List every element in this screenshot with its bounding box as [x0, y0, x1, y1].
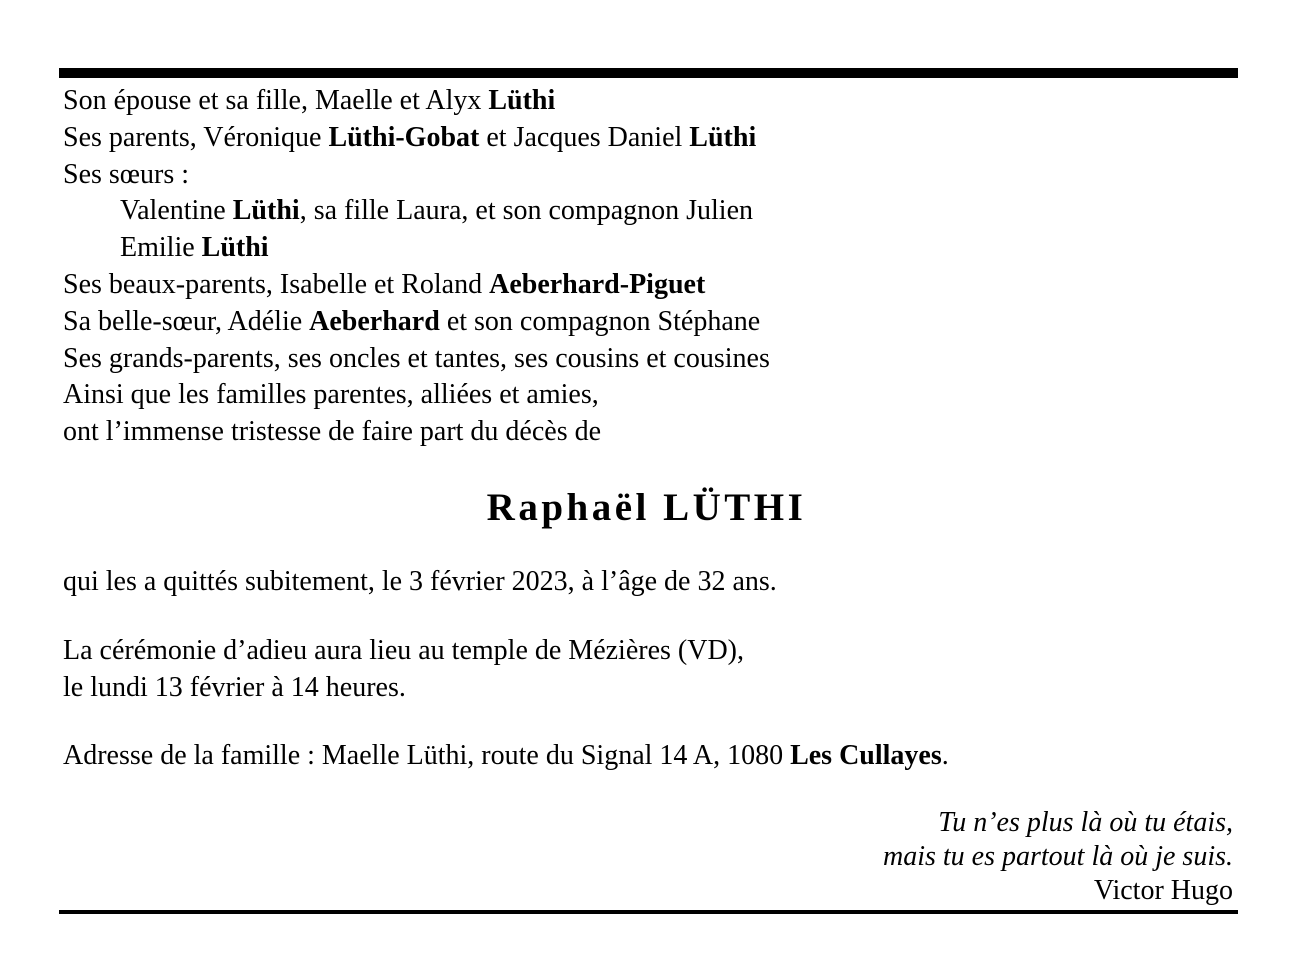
ceremony-line-2: le lundi 13 février à 14 heures.: [63, 671, 406, 703]
ceremony-details: [63, 633, 744, 707]
quotation: [883, 806, 1233, 908]
family-line-parents: Ses parents, Véronique Lüthi-Gobat et Jacques Daniel Lüthi: [63, 121, 757, 153]
bottom-rule: [59, 910, 1238, 914]
family-list: [63, 83, 1233, 451]
family-line-sister-valentine: Valentine Lüthi, sa fille Laura, et son compagnon Julien: [120, 195, 754, 227]
family-line-families: Ainsi que les familles parentes, alliées et amies,: [63, 379, 599, 411]
ceremony-line-1: La cérémonie d’adieu aura lieu au temple de Mézières (VD),: [63, 635, 744, 666]
deceased-name: Raphaël LÜTHI: [486, 486, 807, 529]
family-address: Adresse de la famille : Maelle Lüthi, route du Signal 14 A, 1080 Les Cullayes.: [63, 740, 949, 771]
family-line-announcement: ont l’immense tristesse de faire part du décès de: [63, 416, 602, 448]
top-rule: [59, 68, 1238, 78]
quote-line-1: Tu n’es plus là où tu étais,: [938, 807, 1233, 838]
family-line-sisters-heading: Ses sœurs :: [63, 158, 190, 190]
family-line-sister-in-law: Sa belle-sœur, Adélie Aeberhard et son compagnon Stéphane: [63, 305, 761, 337]
family-line-sister-emilie: Emilie Lüthi: [120, 232, 269, 264]
family-line-spouse: Son épouse et sa fille, Maelle et Alyx Lüthi: [63, 85, 556, 116]
passing-statement: qui les a quittés subitement, le 3 février 2023, à l’âge de 32 ans.: [63, 566, 777, 597]
quote-author: Victor Hugo: [1093, 875, 1233, 906]
family-line-inlaws: Ses beaux-parents, Isabelle et Roland Aeberhard-Piguet: [63, 268, 706, 300]
quote-line-2: mais tu es partout là où je suis.: [882, 841, 1233, 872]
family-line-grandparents: Ses grands-parents, ses oncles et tantes, ses cousins et cousines: [63, 342, 770, 374]
